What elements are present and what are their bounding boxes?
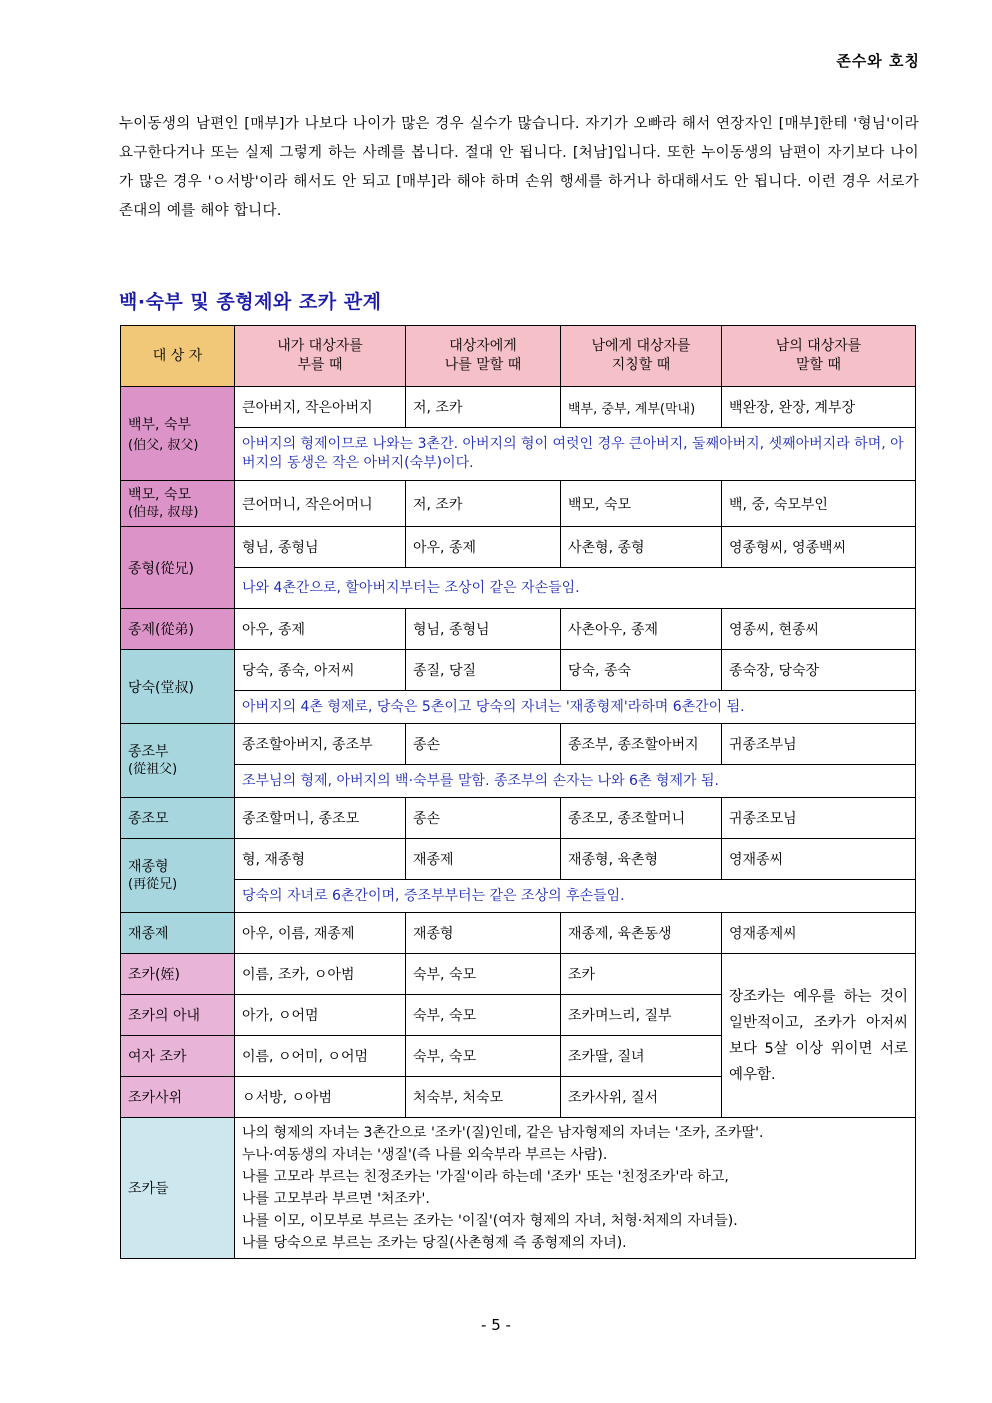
table-row [121, 798, 916, 839]
row-label-dangsuk: 당숙(堂叔) [121, 650, 235, 724]
table-note-row [121, 428, 916, 481]
row-label-jongjobu: 종조부 (從祖父) [121, 724, 235, 798]
note-jongjobu: 조부님의 형제, 아버지의 백·숙부를 말함. 종조부의 손자는 나와 6촌 형제가 됨. [235, 765, 916, 798]
table-row [121, 839, 916, 880]
table-cell: 종손 [406, 798, 561, 839]
header-subject: 대 상 자 [121, 326, 235, 387]
table-cell: 이름, ㅇ어미, ㅇ어멈 [235, 1036, 406, 1077]
table-cell: 백모, 숙모 [561, 481, 722, 527]
table-row [121, 913, 916, 954]
table-cell: 귀종조부님 [722, 724, 916, 765]
joka-note-cell: 장조카는 예우를 하는 것이 일반적이고, 조카가 아저씨보다 5살 이상 위이면 서로 예우함. [722, 954, 916, 1118]
row-label-baekmo: 백모, 숙모 (伯母, 叔母) [121, 481, 235, 527]
page-number: - 5 - [481, 1316, 511, 1334]
note-jaejonghyeong: 당숙의 자녀로 6촌간이며, 증조부부터는 같은 조상의 후손들임. [235, 880, 916, 913]
table-cell: 숙부, 숙모 [406, 954, 561, 995]
header-col4: 남의 대상자를 말할 때 [722, 326, 916, 387]
table-cell: 형, 재종형 [235, 839, 406, 880]
table-header-row [121, 326, 916, 387]
table-cell: 큰아버지, 작은아버지 [235, 387, 406, 428]
note-baekbu: 아버지의 형제이므로 나와는 3촌간. 아버지의 형이 여럿인 경우 큰아버지, 둘째아버지, 셋째아버지라 하며, 아버지의 동생은 작은 아버지(숙부)이다. [235, 428, 916, 481]
section-title: 백·숙부 및 종형제와 조카 관계 [119, 291, 382, 313]
table-cell: 아우, 이름, 재종제 [235, 913, 406, 954]
row-label-jaejonghyeong: 재종형 (再從兄) [121, 839, 235, 913]
table-cell: 사촌아우, 종제 [561, 609, 722, 650]
table-cell: 종조할아버지, 종조부 [235, 724, 406, 765]
table-cell: 재종제 [406, 839, 561, 880]
header-col1: 내가 대상자를 부를 때 [235, 326, 406, 387]
table-cell: 종조할머니, 종조모 [235, 798, 406, 839]
header-col3: 남에게 대상자를 지칭할 때 [561, 326, 722, 387]
table-cell: 종조모, 종조할머니 [561, 798, 722, 839]
table-cell: 영재종씨 [722, 839, 916, 880]
relation-table [120, 325, 916, 1259]
table-cell: 백, 중, 숙모부인 [722, 481, 916, 527]
table-cell: 당숙, 종숙 [561, 650, 722, 691]
jokadeul-description: 나의 형제의 자녀는 3촌간으로 '조카'(질)인데, 같은 남자형제의 자녀는 '조카, 조카딸'. 누나·여동생의 자녀는 '생질'(즉 나를 외숙부라 부르는 사람). 나를 고모라 부르는 친정조카는 '가질'이라 하는데 '조카' 또는 '친정조카'라 하고, 나를 고모부라 부르면 '처조카'. 나를 이모, 이모부로 부르는 조카는 '이질'(여자 형제의 자녀, 처형·처제의 자녀들). 나를 당숙으로 부르는 조카는 당질(사촌형제 즉 종형제의 자녀). [235, 1118, 916, 1259]
table-note-row [121, 691, 916, 724]
table-row [121, 387, 916, 428]
table-cell: 처숙부, 처숙모 [406, 1077, 561, 1118]
row-label-joka-sawi: 조카사위 [121, 1077, 235, 1118]
table-cell: 아우, 종제 [235, 609, 406, 650]
table-row [121, 527, 916, 568]
table-cell: 백부, 중부, 계부(막내) [561, 387, 722, 428]
header-col2: 대상자에게 나를 말할 때 [406, 326, 561, 387]
table-row [121, 724, 916, 765]
table-cell: 형님, 종형님 [406, 609, 561, 650]
table-cell: 저, 조카 [406, 387, 561, 428]
table-cell: 종조부, 종조할아버지 [561, 724, 722, 765]
table-row [121, 481, 916, 527]
table-cell: 숙부, 숙모 [406, 1036, 561, 1077]
table-cell: 재종형 [406, 913, 561, 954]
table-cell: 재종형, 육촌형 [561, 839, 722, 880]
table-cell: 백완장, 완장, 계부장 [722, 387, 916, 428]
table-cell: 형님, 종형님 [235, 527, 406, 568]
row-label-yeoja-joka: 여자 조카 [121, 1036, 235, 1077]
row-label-jonghyeong: 종형(從兄) [121, 527, 235, 609]
table-cell: 사촌형, 종형 [561, 527, 722, 568]
table-cell: 저, 조카 [406, 481, 561, 527]
note-jonghyeong: 나와 4촌간으로, 할아버지부터는 조상이 같은 자손들임. [235, 568, 916, 609]
table-row [121, 954, 916, 995]
table-cell: 조카 [561, 954, 722, 995]
intro-paragraph: 누이동생의 남편인 [매부]가 나보다 나이가 많은 경우 실수가 많습니다. 자기가 오빠라 해서 연장자인 [매부]한테 '형님'이라 요구한다거나 또는 실제 그렇게 하는 사례를 봅니다. 절대 안 됩니다. [처남]입니다. 또한 누이동생의 남편이 자기보다 나이가 많은 경우 'ㅇ서방'이라 해서도 안 되고 [매부]라 해야 하며 손위 행세를 하거나 하대해서도 안 됩니다. 이런 경우 서로가 존대의 예를 해야 합니다. [119, 116, 919, 219]
document-header-title: 존수와 호칭 [836, 52, 920, 70]
table-cell: 귀종조모님 [722, 798, 916, 839]
table-cell: 영종형씨, 영종백씨 [722, 527, 916, 568]
table-cell: 아가, ㅇ어멈 [235, 995, 406, 1036]
row-label-jongjomo: 종조모 [121, 798, 235, 839]
table-cell: ㅇ서방, ㅇ아범 [235, 1077, 406, 1118]
row-label-joka-wife: 조카의 아내 [121, 995, 235, 1036]
table-cell: 영재종제씨 [722, 913, 916, 954]
table-note-row [121, 880, 916, 913]
table-cell: 조카며느리, 질부 [561, 995, 722, 1036]
table-cell: 재종제, 육촌동생 [561, 913, 722, 954]
table-cell: 조카사위, 질서 [561, 1077, 722, 1118]
table-row [121, 650, 916, 691]
table-cell: 영종씨, 현종씨 [722, 609, 916, 650]
row-label-joka: 조카(姪) [121, 954, 235, 995]
table-cell: 아우, 종제 [406, 527, 561, 568]
table-cell: 큰어머니, 작은어머니 [235, 481, 406, 527]
table-cell: 당숙, 종숙, 아저씨 [235, 650, 406, 691]
table-note-row [121, 568, 916, 609]
table-cell: 이름, 조카, ㅇ아범 [235, 954, 406, 995]
table-note-row [121, 765, 916, 798]
table-cell: 종숙장, 당숙장 [722, 650, 916, 691]
row-label-jongje: 종제(從弟) [121, 609, 235, 650]
row-label-jokadeul: 조카들 [121, 1118, 235, 1259]
table-cell: 숙부, 숙모 [406, 995, 561, 1036]
table-cell: 조카딸, 질녀 [561, 1036, 722, 1077]
table-row [121, 609, 916, 650]
table-cell: 종손 [406, 724, 561, 765]
table-cell: 종질, 당질 [406, 650, 561, 691]
table-row [121, 1118, 916, 1259]
note-dangsuk: 아버지의 4촌 형제로, 당숙은 5촌이고 당숙의 자녀는 '재종형제'라하며 6촌간이 됨. [235, 691, 916, 724]
row-label-baekbu: 백부, 숙부 (伯父, 叔父) [121, 387, 235, 481]
row-label-jaejongje: 재종제 [121, 913, 235, 954]
